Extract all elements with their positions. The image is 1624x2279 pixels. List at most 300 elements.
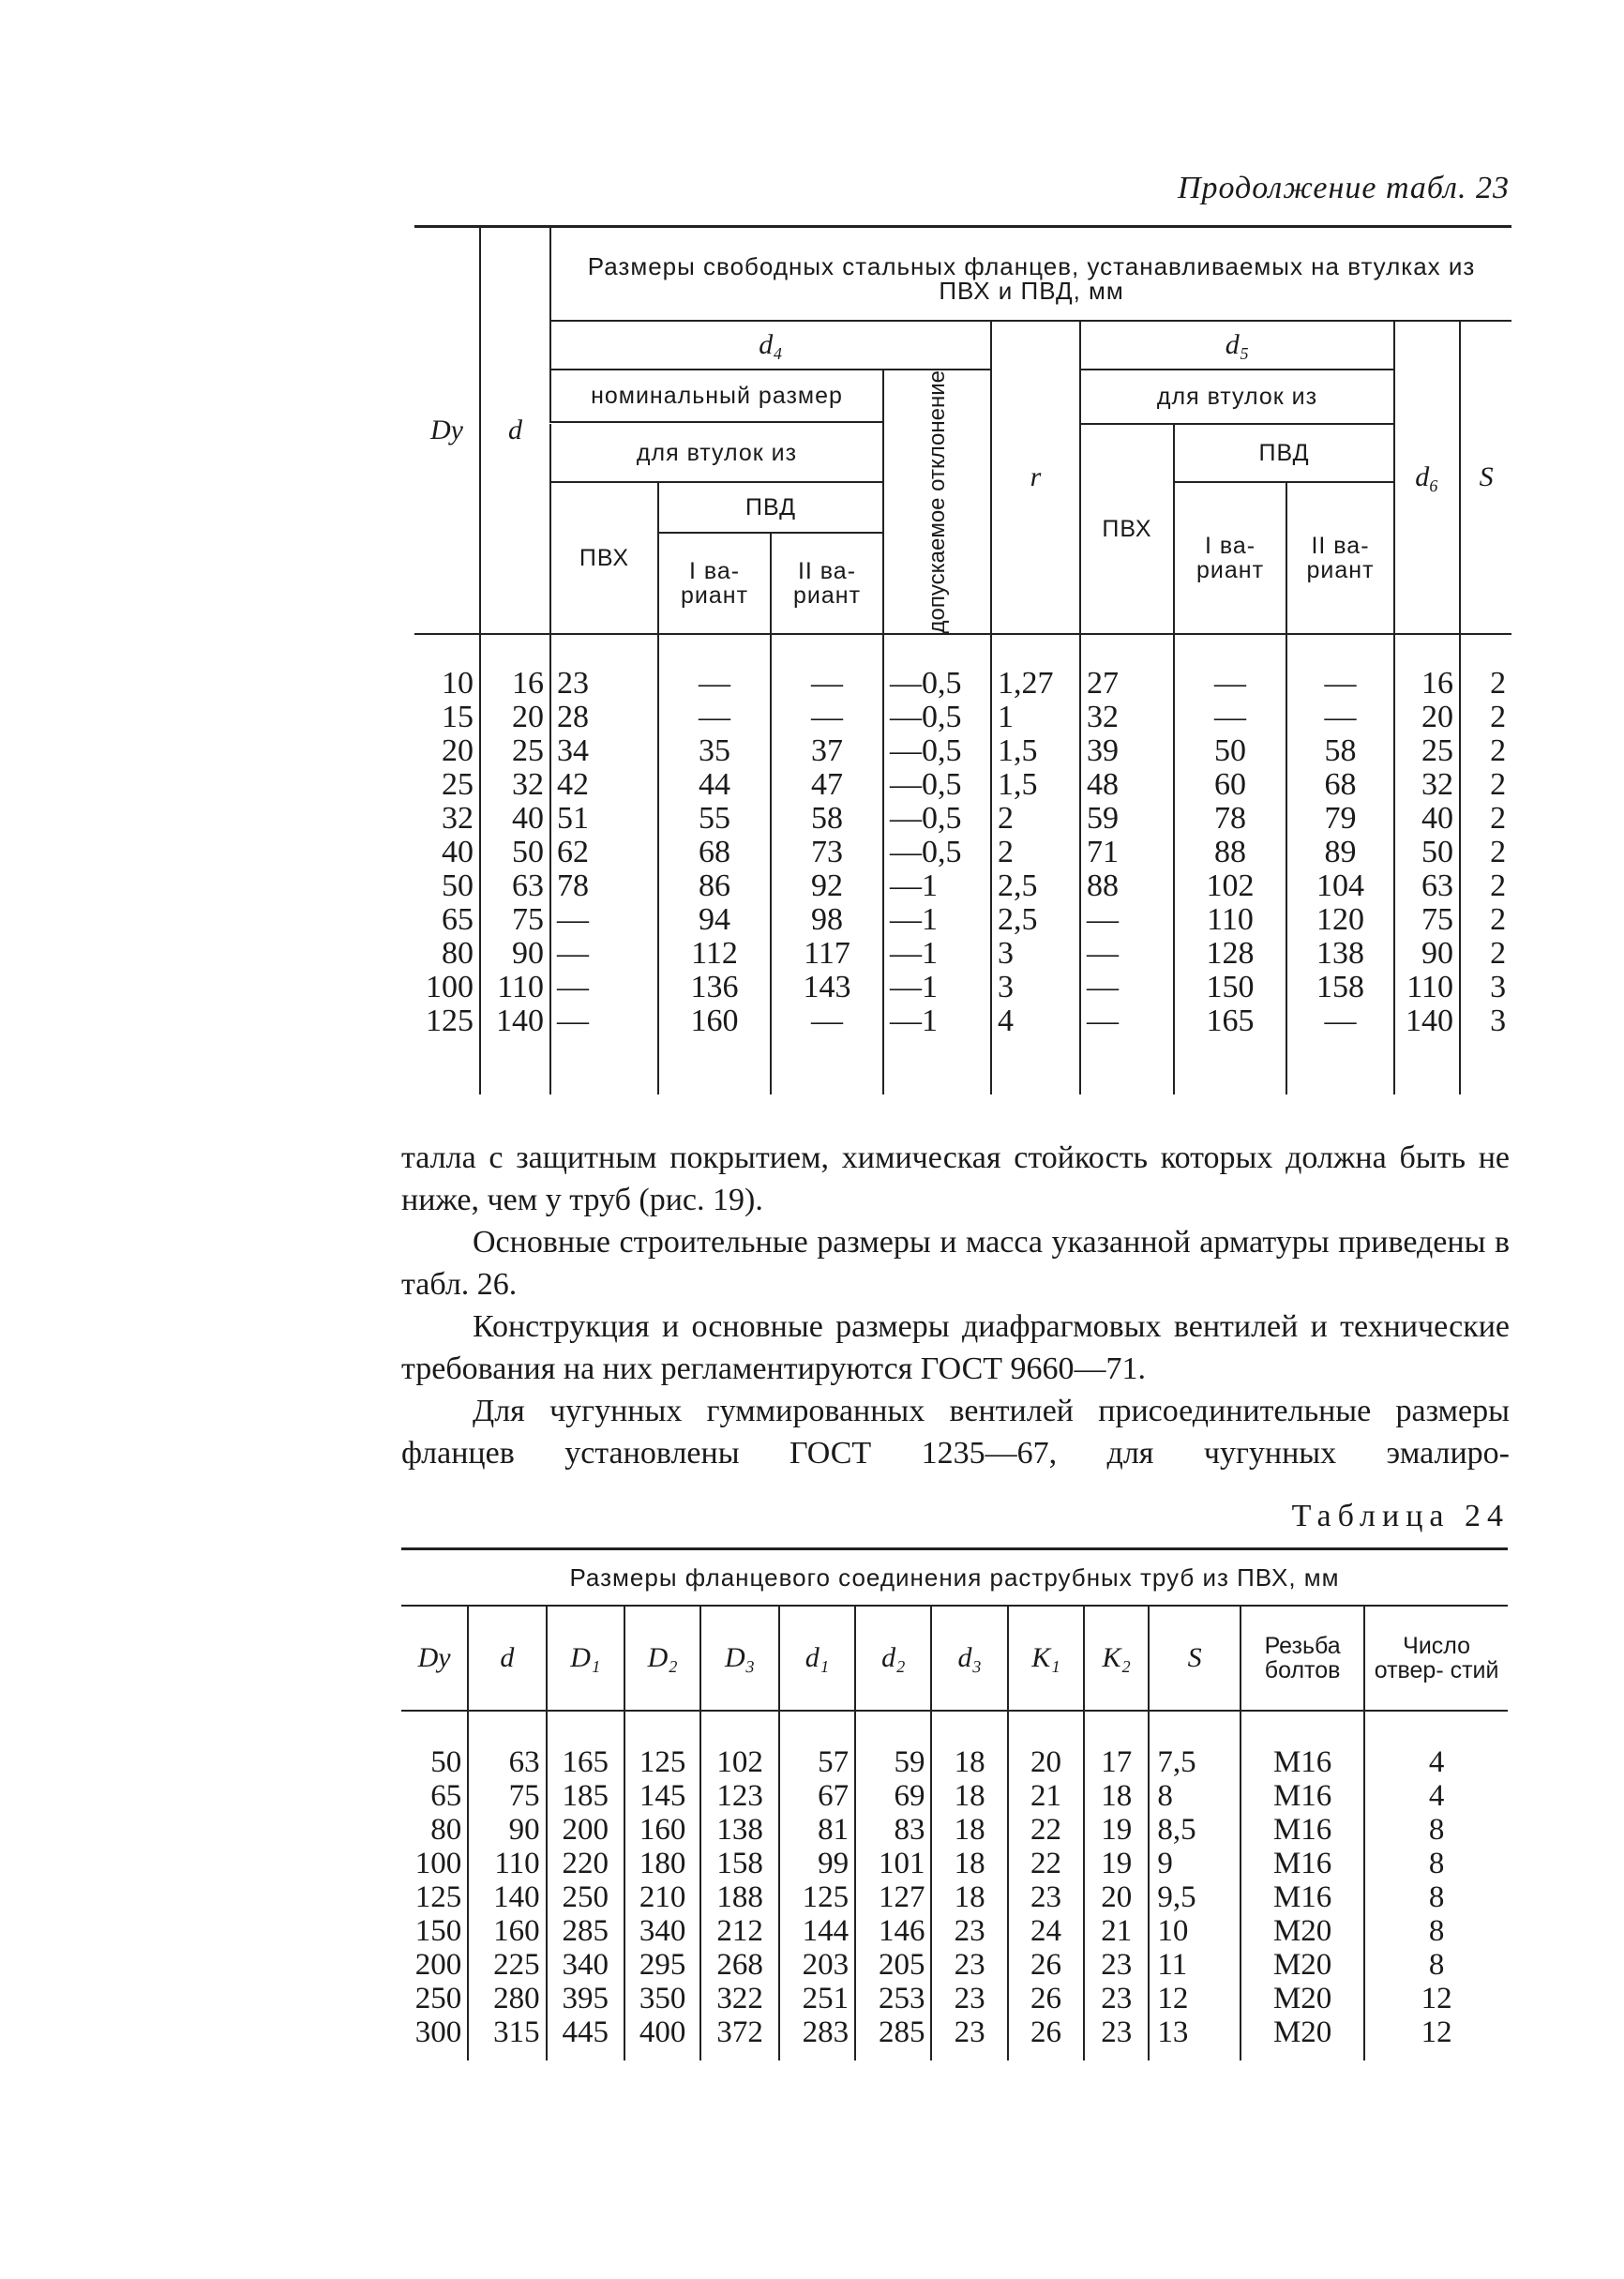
table-cell: 102	[1174, 869, 1286, 903]
table-cell: 18	[931, 1813, 1007, 1847]
table-cell: M20	[1241, 1948, 1364, 1982]
table-cell: 18	[931, 1847, 1007, 1880]
table-cell	[1241, 2049, 1364, 2060]
table-cell: 47	[771, 768, 883, 802]
table-cell: 63	[1394, 869, 1460, 903]
table-cell: 90	[468, 1813, 546, 1847]
table-cell: 23	[1008, 1880, 1084, 1914]
table-cell: 295	[624, 1948, 700, 1982]
table-cell: —1	[883, 937, 991, 971]
table-cell: 68	[1286, 768, 1394, 802]
table-cell: 10	[442, 666, 474, 702]
table-cell: —1	[883, 903, 991, 937]
table-cell	[468, 2049, 546, 2060]
table-cell: 127	[855, 1880, 931, 1914]
table-cell: 19	[1084, 1847, 1149, 1880]
table-row	[414, 734, 1511, 768]
table-cell: 158	[1286, 971, 1394, 1004]
table-cell: 12	[1364, 1982, 1508, 2015]
table-cell: —	[1174, 634, 1286, 701]
table-row	[401, 1880, 1508, 1914]
header-pvd-1: ПВД	[659, 483, 882, 534]
table-cell: 40	[480, 802, 550, 836]
table-cell: 8	[1364, 1813, 1508, 1847]
table-cell: 110	[480, 971, 550, 1004]
table-cell: 18	[931, 1880, 1007, 1914]
table-cell: —	[658, 701, 771, 734]
table-cell: 268	[700, 1948, 778, 1982]
table-cell: 21	[1084, 1914, 1149, 1948]
table-cell: 16	[1394, 634, 1460, 701]
table-cell: 18	[931, 1711, 1007, 1779]
table-cell: 210	[624, 1880, 700, 1914]
table-cell: 78	[1174, 802, 1286, 836]
table-cell: 75	[468, 1779, 546, 1813]
table-cell: 2	[1460, 903, 1511, 937]
table-cell: 220	[547, 1847, 624, 1880]
table-cell	[624, 2049, 700, 2060]
table-cell: 83	[855, 1813, 931, 1847]
table-cell: 2	[1460, 634, 1511, 701]
column-header: Dy	[401, 1606, 468, 1711]
table-cell: 26	[1008, 2015, 1084, 2049]
table-cell: 15	[442, 700, 474, 735]
column-header: K₂	[1084, 1606, 1149, 1711]
table-cell: 2,5	[991, 869, 1080, 903]
table-cell: 8	[1149, 1779, 1241, 1813]
table-cell: 285	[855, 2015, 931, 2049]
table-cell: M20	[1241, 1914, 1364, 1948]
table-row	[414, 802, 1511, 836]
table-cell: 17	[1084, 1711, 1149, 1779]
table-cell: —	[658, 634, 771, 701]
table-cell: 340	[624, 1914, 700, 1948]
table-cell: 18	[1084, 1779, 1149, 1813]
table-cell: 98	[771, 903, 883, 937]
body-paragraph-1	[401, 1137, 1510, 1221]
table-cell: 23	[931, 1948, 1007, 1982]
table-row	[401, 1779, 1508, 1813]
table-cell: 99	[779, 1847, 855, 1880]
table-cell: 92	[771, 869, 883, 903]
table-cell	[401, 2049, 468, 2060]
header-nominal: номинальный размер	[550, 370, 883, 422]
table-cell: 188	[700, 1880, 778, 1914]
table-cell: 62	[550, 836, 658, 869]
table-cell: 20	[480, 701, 550, 734]
table-cell: M16	[1241, 1880, 1364, 1914]
table-cell: 285	[547, 1914, 624, 1948]
header-variant-2b: II ва- риант	[1286, 482, 1394, 634]
table-cell: 250	[547, 1880, 624, 1914]
table-cell: 100	[426, 970, 474, 1005]
table-cell: 8	[1364, 1847, 1508, 1880]
table-24-header-row	[401, 1606, 1508, 1711]
table-cell	[550, 1038, 658, 1094]
table-cell: 350	[624, 1982, 700, 2015]
table-cell: 4	[1364, 1779, 1508, 1813]
header-d: d	[480, 227, 550, 635]
header-deviation	[883, 370, 991, 634]
paragraph-2-text: Основные строительные размеры и масса указанной арматуры приведены в табл. 26.	[401, 1225, 1510, 1302]
table-cell: 20	[1394, 701, 1460, 734]
table-cell: 2	[1460, 768, 1511, 802]
column-header: d	[468, 1606, 546, 1711]
table-cell: 8,5	[1149, 1813, 1241, 1847]
table-cell: 2	[1460, 869, 1511, 903]
table-cell	[414, 1038, 480, 1094]
table-cell: 23	[931, 1982, 1007, 2015]
table-cell: 90	[1394, 937, 1460, 971]
header-variant-1a: I ва- риант	[680, 558, 749, 610]
table-cell: 24	[1008, 1914, 1084, 1948]
table-cell: 1,5	[991, 768, 1080, 802]
table-cell: 8	[1364, 1914, 1508, 1948]
table-cell: 32	[480, 768, 550, 802]
table-cell: 22	[1008, 1813, 1084, 1847]
table-cell: 101	[855, 1847, 931, 1880]
table-23	[414, 225, 1511, 1094]
table-cell: 23	[1084, 1982, 1149, 2015]
table-cell: —	[1080, 1004, 1174, 1038]
table-cell	[1394, 1038, 1460, 1094]
table-cell: 40	[442, 835, 474, 870]
table-cell: 18	[931, 1779, 1007, 1813]
table-cell: 9	[1149, 1847, 1241, 1880]
header-pvh-1: ПВХ	[550, 482, 658, 634]
table-cell: 160	[658, 1004, 771, 1038]
table-row	[414, 937, 1511, 971]
header-variant-1b: I ва- риант	[1174, 482, 1286, 634]
column-header: d₃	[931, 1606, 1007, 1711]
header-pvh-2: ПВХ	[1080, 424, 1174, 634]
table-cell: 2	[1460, 802, 1511, 836]
table-cell: 26	[1008, 1982, 1084, 2015]
table-cell: 143	[771, 971, 883, 1004]
table-cell: 59	[855, 1711, 931, 1779]
table-cell: 1,27	[991, 634, 1080, 701]
table-cell	[1174, 1038, 1286, 1094]
table-cell: 104	[1286, 869, 1394, 903]
table-cell: 10	[1149, 1914, 1241, 1948]
table-row	[414, 869, 1511, 903]
table-cell: 150	[414, 1914, 462, 1948]
table-cell: 250	[414, 1982, 462, 2015]
table-row	[401, 1982, 1508, 2015]
table-cell: 12	[1149, 1982, 1241, 2015]
table-cell: 27	[1080, 634, 1174, 701]
table-row	[414, 634, 1511, 701]
table-cell: 102	[700, 1711, 778, 1779]
table-row	[401, 1914, 1508, 1948]
table-23-body	[414, 634, 1511, 1094]
table-cell: 22	[1008, 1847, 1084, 1880]
header-for-sleeves-1: для втулок из	[550, 424, 883, 482]
header-variant-2a: II ва- риант	[770, 534, 882, 633]
table-cell	[779, 2049, 855, 2060]
table-cell: 75	[480, 903, 550, 937]
table-cell	[547, 2049, 624, 2060]
table-cell: 21	[1008, 1779, 1084, 1813]
table-cell: 25	[1394, 734, 1460, 768]
table-cell: 63	[468, 1711, 546, 1779]
table-cell: 251	[779, 1982, 855, 2015]
table-cell: 4	[991, 1004, 1080, 1038]
table-cell: 117	[771, 937, 883, 971]
table-cell: 2	[1460, 836, 1511, 869]
table-cell: 9,5	[1149, 1880, 1241, 1914]
header-pvd-2: ПВД	[1174, 424, 1394, 482]
table-cell: —	[1286, 634, 1394, 701]
table-cell	[1286, 1038, 1394, 1094]
table-cell: 35	[658, 734, 771, 768]
table-cell: 146	[855, 1914, 931, 1948]
table-cell: 26	[1008, 1948, 1084, 1982]
table-cell: 71	[1080, 836, 1174, 869]
table-cell: 39	[1080, 734, 1174, 768]
table-spacer-row	[414, 1038, 1511, 1094]
table-cell	[1364, 2049, 1508, 2060]
table-cell: M20	[1241, 2015, 1364, 2049]
header-d6: d₆	[1394, 321, 1460, 634]
table-cell: —	[771, 701, 883, 734]
table-cell: 48	[1080, 768, 1174, 802]
table-cell: 212	[700, 1914, 778, 1948]
table-cell: 88	[1080, 869, 1174, 903]
table-cell: 12	[1364, 2015, 1508, 2049]
table-row	[414, 903, 1511, 937]
column-header: D₃	[700, 1606, 778, 1711]
table-cell: 13	[1149, 2015, 1241, 2049]
column-header: d₁	[779, 1606, 855, 1711]
table-cell: M16	[1241, 1813, 1364, 1847]
table-24-body	[401, 1711, 1508, 2060]
table-cell: 32	[442, 801, 474, 837]
table-cell: 128	[1174, 937, 1286, 971]
column-header: Резьба болтов	[1241, 1606, 1364, 1711]
table-cell	[700, 2049, 778, 2060]
table-cell: —1	[883, 869, 991, 903]
table-row	[401, 1948, 1508, 1982]
table-cell: 55	[658, 802, 771, 836]
table-cell	[1084, 2049, 1149, 2060]
header-r: r	[991, 321, 1080, 634]
table-cell: 1	[991, 701, 1080, 734]
table-cell: 150	[1174, 971, 1286, 1004]
table-cell: 42	[550, 768, 658, 802]
table-row	[414, 1004, 1511, 1038]
table-cell: 65	[430, 1779, 462, 1813]
table-cell: 2	[991, 836, 1080, 869]
table-cell	[1080, 1038, 1174, 1094]
paragraph-1-text: талла с защитным покрытием, химическая стойкость которых должна быть не ниже, чем у труб (рис. 19).	[401, 1140, 1510, 1217]
table-cell: 2	[991, 802, 1080, 836]
column-header: Число отвер- стий	[1364, 1606, 1508, 1711]
table-cell: 25	[442, 767, 474, 803]
table-cell: 80	[430, 1813, 462, 1847]
table-cell	[931, 2049, 1007, 2060]
header-for-sleeves-2: для втулок из	[1080, 370, 1394, 424]
table-cell	[658, 1038, 771, 1094]
table-cell: 4	[1364, 1711, 1508, 1779]
table-cell: 58	[1286, 734, 1394, 768]
table-cell: 20	[442, 733, 474, 769]
table-cell: 185	[547, 1779, 624, 1813]
table-cell: 81	[779, 1813, 855, 1847]
table-cell: 200	[547, 1813, 624, 1847]
table-cell: 40	[1394, 802, 1460, 836]
table-cell: 20	[1008, 1711, 1084, 1779]
table-cell: —	[1286, 1004, 1394, 1038]
header-d4: d₄	[550, 321, 991, 370]
table-cell: 65	[442, 902, 474, 938]
table-cell: 110	[1394, 971, 1460, 1004]
table-cell: 283	[779, 2015, 855, 2049]
table-cell: 90	[480, 937, 550, 971]
table-cell: 2	[1460, 701, 1511, 734]
table-cell: 79	[1286, 802, 1394, 836]
table-cell: —	[1080, 937, 1174, 971]
table-cell: —0,5	[883, 802, 991, 836]
table-cell: 50	[430, 1745, 462, 1779]
table-cell: —0,5	[883, 836, 991, 869]
table-cell: 138	[700, 1813, 778, 1847]
table-cell	[1008, 2049, 1084, 2060]
table-cell: 138	[1286, 937, 1394, 971]
table-cell: 145	[624, 1779, 700, 1813]
table-cell: 73	[771, 836, 883, 869]
column-header: K₁	[1008, 1606, 1084, 1711]
table-cell: 67	[779, 1779, 855, 1813]
table-cell: 32	[1080, 701, 1174, 734]
table-row	[401, 1847, 1508, 1880]
column-header: d₂	[855, 1606, 931, 1711]
table-cell: 11	[1149, 1948, 1241, 1982]
table-cell: 165	[1174, 1004, 1286, 1038]
table-cell: —	[550, 1004, 658, 1038]
table-cell: M20	[1241, 1982, 1364, 2015]
header-dy: Dy	[414, 227, 480, 635]
table-cell: 160	[624, 1813, 700, 1847]
table-cell: 158	[700, 1847, 778, 1880]
table-cell: 34	[550, 734, 658, 768]
table-cell: 16	[480, 634, 550, 701]
table-cell	[855, 2049, 931, 2060]
table-cell: 50	[442, 868, 474, 904]
table-cell: 253	[855, 1982, 931, 2015]
paragraph-4-text: Для чугунных гуммированных вентилей присоединительные размеры фланцев установлены ГОСТ 1235—67, для чугунных эмалиро-	[401, 1394, 1510, 1471]
table-cell	[883, 1038, 991, 1094]
table-cell: 8	[1364, 1948, 1508, 1982]
table-cell: 44	[658, 768, 771, 802]
table-cell	[480, 1038, 550, 1094]
table-cell: 160	[468, 1914, 546, 1948]
table-row	[414, 836, 1511, 869]
table-cell	[991, 1038, 1080, 1094]
table-cell: 322	[700, 1982, 778, 2015]
header-pvd-1-group	[658, 482, 883, 634]
table-cell: —	[550, 903, 658, 937]
table-cell: 23	[931, 1914, 1007, 1948]
column-header: D₁	[547, 1606, 624, 1711]
table-cell: —	[1080, 903, 1174, 937]
table-cell: 200	[414, 1948, 462, 1982]
table-cell: 165	[547, 1711, 624, 1779]
table-cell: 315	[468, 2015, 546, 2049]
table-cell: 23	[550, 634, 658, 701]
table-cell: M16	[1241, 1711, 1364, 1779]
table-cell: 69	[855, 1779, 931, 1813]
table-cell: —1	[883, 971, 991, 1004]
table-cell: 280	[468, 1982, 546, 2015]
table-cell: —0,5	[883, 701, 991, 734]
table-23-title: Размеры свободных стальных фланцев, устанавливаемых на втулках из ПВХ и ПВД, мм	[550, 227, 1511, 322]
table-cell: 120	[1286, 903, 1394, 937]
table-cell: 3	[1460, 1004, 1511, 1038]
header-deviation-text: допускаемое отклонение	[924, 370, 950, 634]
table-cell: 112	[658, 937, 771, 971]
table-cell: 89	[1286, 836, 1394, 869]
table-cell: 205	[855, 1948, 931, 1982]
table-cell: 136	[658, 971, 771, 1004]
table-cell	[771, 1038, 883, 1094]
table-cell: 445	[547, 2015, 624, 2049]
table-cell: —	[771, 634, 883, 701]
table-cell: M16	[1241, 1847, 1364, 1880]
table-cell: 23	[1084, 2015, 1149, 2049]
table-cell: 59	[1080, 802, 1174, 836]
table-cell: 2	[1460, 734, 1511, 768]
table-cell: —	[771, 1004, 883, 1038]
table-cell: —	[1080, 971, 1174, 1004]
table-row	[414, 768, 1511, 802]
table-cell: 94	[658, 903, 771, 937]
table-cell: 57	[779, 1711, 855, 1779]
table-24-label: Таблица 24	[1291, 1499, 1510, 1533]
header-d5: d₅	[1080, 321, 1394, 370]
table-cell: 7,5	[1149, 1711, 1241, 1779]
paragraph-3-text: Конструкция и основные размеры диафрагмовых вентилей и технические требования на них регламентируются ГОСТ 9660—71.	[401, 1309, 1510, 1386]
table-cell: 123	[700, 1779, 778, 1813]
table-cell: 144	[779, 1914, 855, 1948]
table-cell: 125	[414, 1880, 462, 1914]
table-cell: M16	[1241, 1779, 1364, 1813]
table-cell: 300	[414, 2015, 462, 2049]
table-cell: 50	[1174, 734, 1286, 768]
table-cell: 125	[426, 1004, 474, 1039]
table-cell: 8	[1364, 1880, 1508, 1914]
table-cell: 1,5	[991, 734, 1080, 768]
table-cell: 100	[414, 1847, 462, 1880]
table-cell: 110	[1174, 903, 1286, 937]
table-cell: 400	[624, 2015, 700, 2049]
table-cell: —0,5	[883, 768, 991, 802]
table-cell: 20	[1084, 1880, 1149, 1914]
table-cell: 78	[550, 869, 658, 903]
column-header: S	[1149, 1606, 1241, 1711]
table-cell: —0,5	[883, 634, 991, 701]
table-cell: 180	[624, 1847, 700, 1880]
table-cell: 60	[1174, 768, 1286, 802]
table-cell: 140	[480, 1004, 550, 1038]
table-cell: 32	[1394, 768, 1460, 802]
table-cell: 203	[779, 1948, 855, 1982]
table-cell: —	[550, 971, 658, 1004]
table-cell: 68	[658, 836, 771, 869]
body-paragraph-3	[401, 1306, 1510, 1390]
header-s: S	[1460, 321, 1511, 634]
table-cell: 51	[550, 802, 658, 836]
